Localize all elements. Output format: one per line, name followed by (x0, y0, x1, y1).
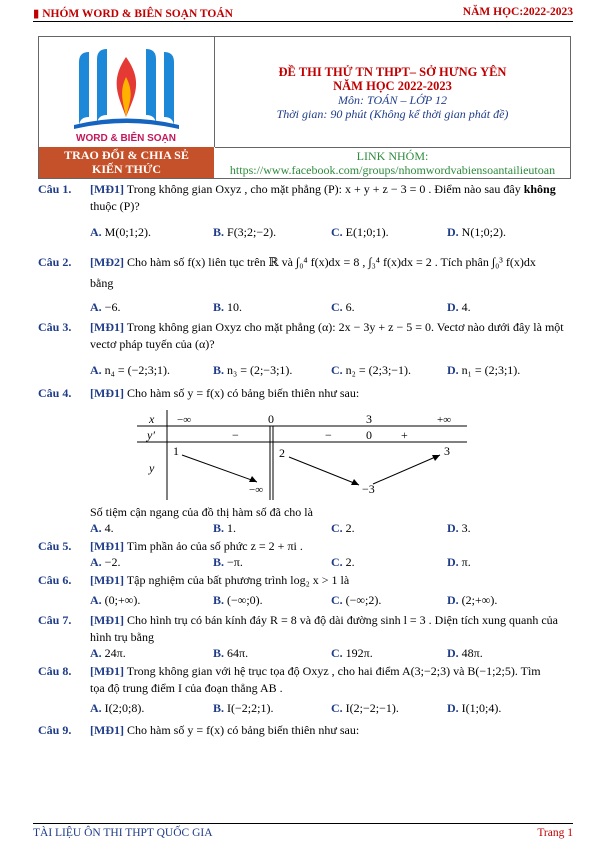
svg-text:+: + (401, 428, 408, 442)
q4-option-c[interactable]: C. 2. (331, 521, 355, 535)
q6-option-d[interactable]: D. (2;+∞). (447, 593, 498, 607)
svg-text:+∞: +∞ (437, 414, 452, 426)
svg-text:−∞: −∞ (249, 484, 264, 496)
question-4: Câu 4. [MĐ1] Cho hàm số y = f(x) có bảng biến thiên như sau: (38, 386, 360, 400)
exam-title: ĐỀ THI THỬ TN THPT– SỞ HƯNG YÊN (278, 65, 507, 79)
q2-option-b[interactable]: B. 10. (213, 300, 243, 314)
exam-subject: Môn: TOÁN – LỚP 12 (338, 93, 447, 107)
q6-option-b[interactable]: B. (−∞;0). (213, 593, 263, 607)
brand-text: ▮ NHÓM WORD & BIÊN SOẠN TOÁN (33, 8, 233, 20)
svg-text:−∞: −∞ (177, 414, 192, 426)
link-label: LINK NHÓM: (356, 149, 429, 163)
q7-option-b[interactable]: B. 64π. (213, 646, 249, 660)
svg-text:y′: y′ (147, 428, 155, 442)
top-header (33, 6, 573, 22)
header-divider (33, 21, 573, 22)
question-8: Câu 8. [MĐ1] Trong không gian với hệ trục tọa độ Oxyz , cho hai điểm A(3;−2;3) và B(−1;2;5). Tìm tọa độ trung điểm I của đoạn thẳng AB . (38, 664, 541, 695)
q8-option-a[interactable]: A. I(2;0;8). (90, 701, 145, 715)
footer-divider (33, 823, 573, 824)
q5-option-d[interactable]: D. π. (447, 555, 471, 569)
q4-prompt: Số tiệm cận ngang của đồ thị hàm số đã cho là (90, 505, 313, 519)
q8-option-b[interactable]: B. I(−2;2;1). (213, 701, 274, 715)
svg-text:−3: −3 (362, 482, 375, 496)
q2-option-a[interactable]: A. −6. (90, 300, 121, 314)
q7-option-a[interactable]: A. 24π. (90, 646, 126, 660)
svg-text:0: 0 (366, 428, 372, 442)
svg-text:WORD & BIÊN SOẠN: WORD & BIÊN SOẠN (76, 133, 176, 144)
q2-option-c[interactable]: C. 6. (331, 300, 355, 314)
q3-option-c[interactable]: C. n₂ = (2;3;−1). (331, 363, 412, 377)
exam-info (215, 37, 570, 147)
page-number: Trang 1 (537, 827, 573, 839)
q6-option-c[interactable]: C. (−∞;2). (331, 593, 382, 607)
exam-year: NĂM HỌC 2022-2023 (333, 79, 452, 93)
svg-text:−: − (232, 428, 239, 442)
logo (39, 37, 215, 147)
q1-option-d[interactable]: D. N(1;0;2). (447, 225, 506, 239)
q8-option-c[interactable]: C. I(2;−2;−1). (331, 701, 399, 715)
q6-option-a[interactable]: A. (0;+∞). (90, 593, 141, 607)
exam-time: Thời gian: 90 phút (Không kể thời gian phát đề) (276, 107, 509, 121)
question-5: Câu 5. [MĐ1] Tìm phần ảo của số phức z = 2 + πi . (38, 539, 303, 553)
question-6: Câu 6. [MĐ1] Tập nghiệm của bất phương trình log₂ x > 1 là (38, 573, 350, 587)
q5-option-b[interactable]: B. −π. (213, 555, 243, 569)
q3-option-d[interactable]: D. n₁ = (2;3;1). (447, 363, 521, 377)
title-banner (38, 36, 571, 179)
q3-option-b[interactable]: B. n₃ = (2;−3;1). (213, 363, 293, 377)
q5-option-a[interactable]: A. −2. (90, 555, 121, 569)
svg-text:3: 3 (444, 444, 450, 458)
q4-option-b[interactable]: B. 1. (213, 521, 237, 535)
question-9: Câu 9. [MĐ1] Cho hàm số y = f(x) có bảng biến thiên như sau: (38, 723, 360, 737)
question-3: Câu 3. [MĐ1] Trong không gian Oxyz cho mặt phẳng (α): 2x − 3y + z − 5 = 0. Vectơ nào dưới đây là một vectơ pháp tuyến của (α)? (38, 320, 564, 351)
slogan-box: TRAO ĐỔI & CHIA SẺ KIẾN THỨC (39, 147, 214, 178)
book-flame-logo-icon (39, 37, 214, 147)
footer-title: TÀI LIỆU ÔN THI THPT QUỐC GIA (33, 827, 213, 839)
question-2: Câu 2. [MĐ2] Cho hàm số f(x) liên tục trên ℝ và ∫₀⁴ f(x)dx = 8 , ∫₃⁴ f(x)dx = 2 . Tích phân ∫₀³ f(x)dx bằng (38, 255, 536, 290)
svg-text:0: 0 (268, 412, 274, 426)
question-1: Câu 1. [MĐ1] Trong không gian Oxyz , cho mặt phẳng (P): x + y + z − 3 = 0 . Điểm nào sau đây không thuộc (P)? (38, 182, 556, 213)
q7-option-d[interactable]: D. 48π. (447, 646, 483, 660)
q3-option-a[interactable]: A. n₄ = (−2;3;1). (90, 363, 171, 377)
q1-option-b[interactable]: B. F(3;2;−2). (213, 225, 277, 239)
group-link[interactable]: https://www.facebook.com/groups/nhomwordvabiensoantailieutoan (229, 163, 556, 177)
svg-text:2: 2 (279, 446, 285, 460)
svg-text:y: y (149, 461, 155, 475)
svg-text:3: 3 (366, 412, 372, 426)
q7-option-c[interactable]: C. 192π. (331, 646, 373, 660)
q1-option-a[interactable]: A. M(0;1;2). (90, 225, 152, 239)
q5-option-c[interactable]: C. 2. (331, 555, 355, 569)
variation-table (137, 410, 467, 500)
svg-text:−: − (325, 428, 332, 442)
svg-text:x: x (149, 412, 155, 426)
question-7: Câu 7. [MĐ1] Cho hình trụ có bán kính đáy R = 8 và độ dài đường sinh l = 3 . Diện tích xung quanh của hình trụ bằng (38, 613, 558, 644)
svg-text:1: 1 (173, 444, 179, 458)
q4-option-d[interactable]: D. 3. (447, 521, 471, 535)
school-year: NĂM HỌC:2022-2023 (462, 6, 573, 18)
q8-option-d[interactable]: D. I(1;0;4). (447, 701, 502, 715)
q4-option-a[interactable]: A. 4. (90, 521, 114, 535)
q2-option-d[interactable]: D. 4. (447, 300, 471, 314)
q1-option-c[interactable]: C. E(1;0;1). (331, 225, 389, 239)
book-icon: ▮ (33, 8, 40, 20)
group-link-box (215, 147, 570, 178)
